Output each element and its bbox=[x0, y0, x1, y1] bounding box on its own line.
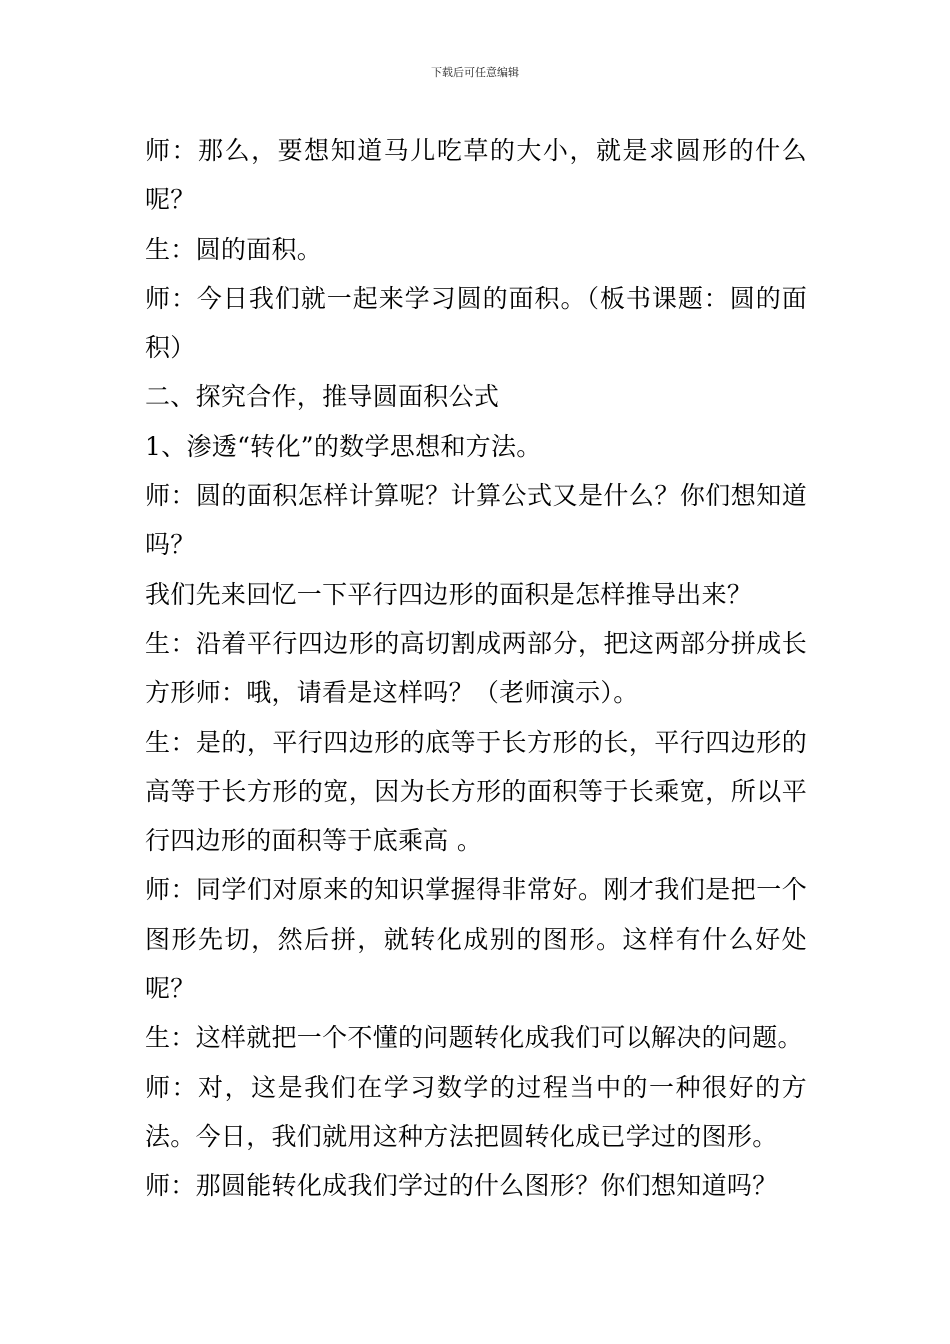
document-body bbox=[145, 126, 807, 1211]
page-header: 下载后可任意编辑 bbox=[431, 66, 519, 79]
paragraph: 生：这样就把一个不懂的问题转化成我们可以解决的问题。 bbox=[145, 1023, 803, 1053]
subsection-heading: 1、渗透“转化”的数学思想和方法。 bbox=[145, 431, 542, 461]
paragraph: 生：圆的面积。 bbox=[145, 234, 323, 264]
paragraph: 师：那么，要想知道马儿吃草的大小，就是求圆形的什么呢？ bbox=[145, 136, 807, 215]
section-heading: 二、探究合作，推导圆面积公式 bbox=[145, 382, 500, 412]
paragraph: 师：对，这是我们在学习数学的过程当中的一种很好的方法。今日，我们就用这种方法把圆转化成已学过的图形。 bbox=[145, 1072, 807, 1151]
paragraph: 生：是的，平行四边形的底等于长方形的长，平行四边形的高等于长方形的宽，因为长方形的面积等于长乘宽，所以平行四边形的面积等于底乘高 。 bbox=[145, 727, 807, 856]
paragraph: 师：同学们对原来的知识掌握得非常好。刚才我们是把一个图形先切，然后拼，就转化成别的图形。这样有什么好处呢？ bbox=[145, 875, 807, 1004]
paragraph: 生：沿着平行四边形的高切割成两部分，把这两部分拼成长方形师：哦，请看是这样吗？（老师演示）。 bbox=[145, 628, 807, 708]
paragraph: 我们先来回忆一下平行四边形的面积是怎样推导出来？ bbox=[145, 579, 753, 609]
paragraph: 师：今日我们就一起来学习圆的面积。（板书课题：圆的面积） bbox=[145, 283, 807, 363]
paragraph: 师：圆的面积怎样计算呢？计算公式又是什么？你们想知道吗？ bbox=[145, 481, 807, 560]
paragraph: 师：那圆能转化成我们学过的什么图形？你们想知道吗？ bbox=[145, 1171, 778, 1201]
